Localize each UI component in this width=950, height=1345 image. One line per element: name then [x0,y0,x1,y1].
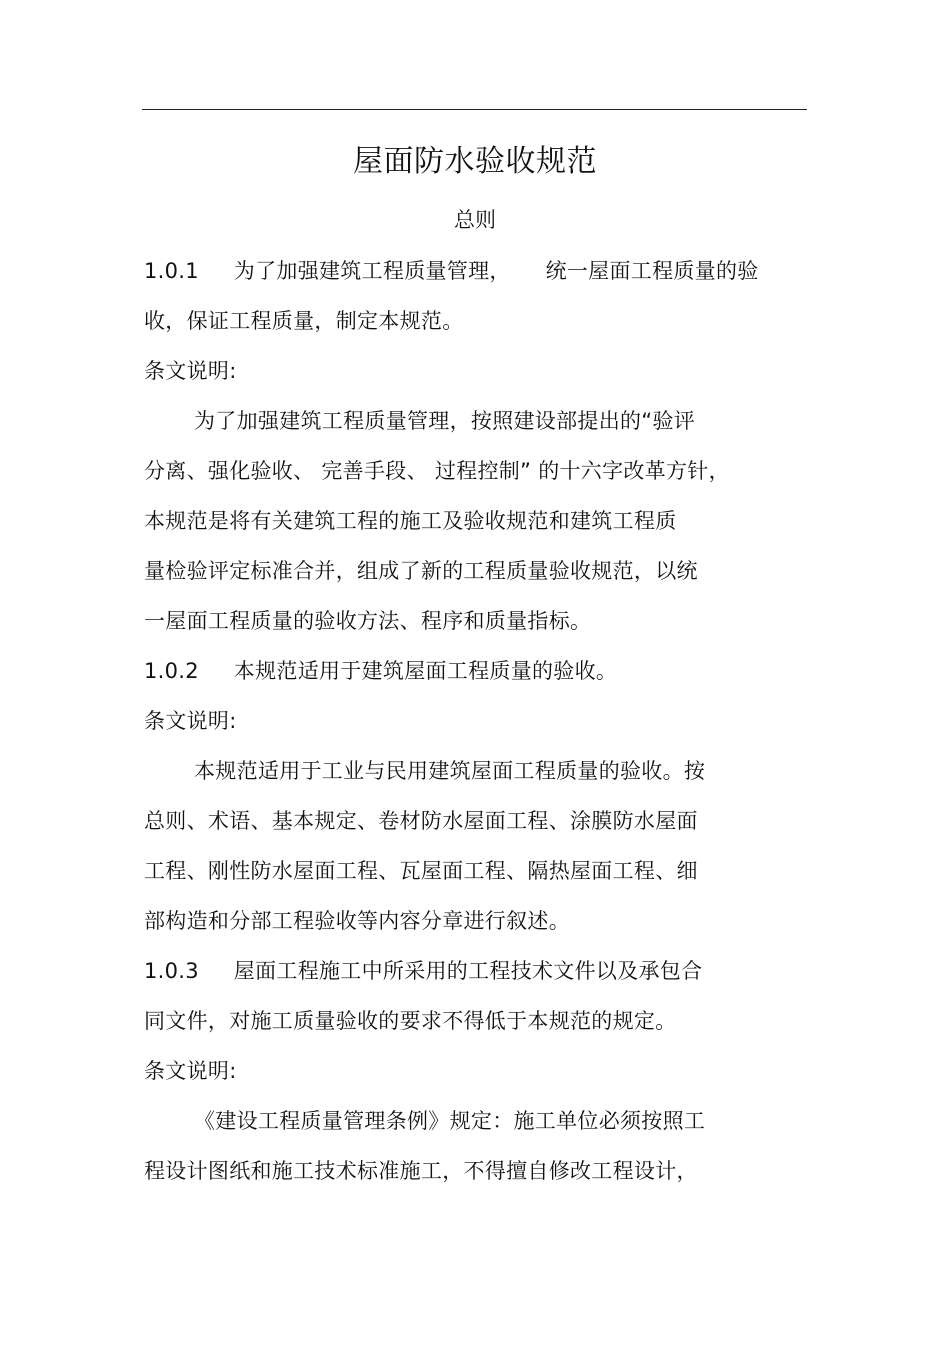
clause-1-0-3-line-1: 1.0.3 屋面工程施工中所采用的工程技术文件以及承包合 [144,959,703,983]
explanation-label-2: 条文说明: [144,709,237,733]
explanation-2-line-4: 部构造和分部工程验收等内容分章进行叙述。 [144,909,570,933]
explanation-1-line-1: 为了加强建筑工程质量管理，按照建设部提出的“验评 [194,409,696,433]
clause-1-0-3-line-2: 同文件，对施工质量验收的要求不得低于本规范的规定。 [144,1009,677,1033]
explanation-3-line-2: 程设计图纸和施工技术标准施工，不得擅自修改工程设计， [144,1159,698,1183]
document-title: 屋面防水验收规范 [353,144,597,179]
explanation-1-line-2: 分离、强化验收、 完善手段、 过程控制” 的十六字改革方针， [144,459,730,483]
explanation-2-line-1: 本规范适用于工业与民用建筑屋面工程质量的验收。按 [194,759,706,783]
explanation-1-line-4: 量检验评定标准合并，组成了新的工程质量验收规范，以统 [144,559,698,583]
header-rule [142,109,807,110]
section-heading: 总则 [454,208,496,232]
clause-1-0-2: 1.0.2 本规范适用于建筑屋面工程质量的验收。 [144,659,618,683]
explanation-2-line-3: 工程、刚性防水屋面工程、瓦屋面工程、隔热屋面工程、细 [144,859,698,883]
explanation-2-line-2: 总则、术语、基本规定、卷材防水屋面工程、涂膜防水屋面 [144,809,698,833]
clause-1-0-1-line-2: 收，保证工程质量，制定本规范。 [144,309,464,333]
clause-1-0-1-line-1: 1.0.1 为了加强建筑工程质量管理， 统一屋面工程质量的验 [144,259,759,283]
explanation-1-line-5: 一屋面工程质量的验收方法、程序和质量指标。 [144,609,592,633]
explanation-3-line-1: 《建设工程质量管理条例》规定：施工单位必须按照工 [194,1109,706,1133]
explanation-1-line-3: 本规范是将有关建筑工程的施工及验收规范和建筑工程质 [144,509,677,533]
explanation-label-1: 条文说明: [144,359,237,383]
explanation-label-3: 条文说明: [144,1059,237,1083]
